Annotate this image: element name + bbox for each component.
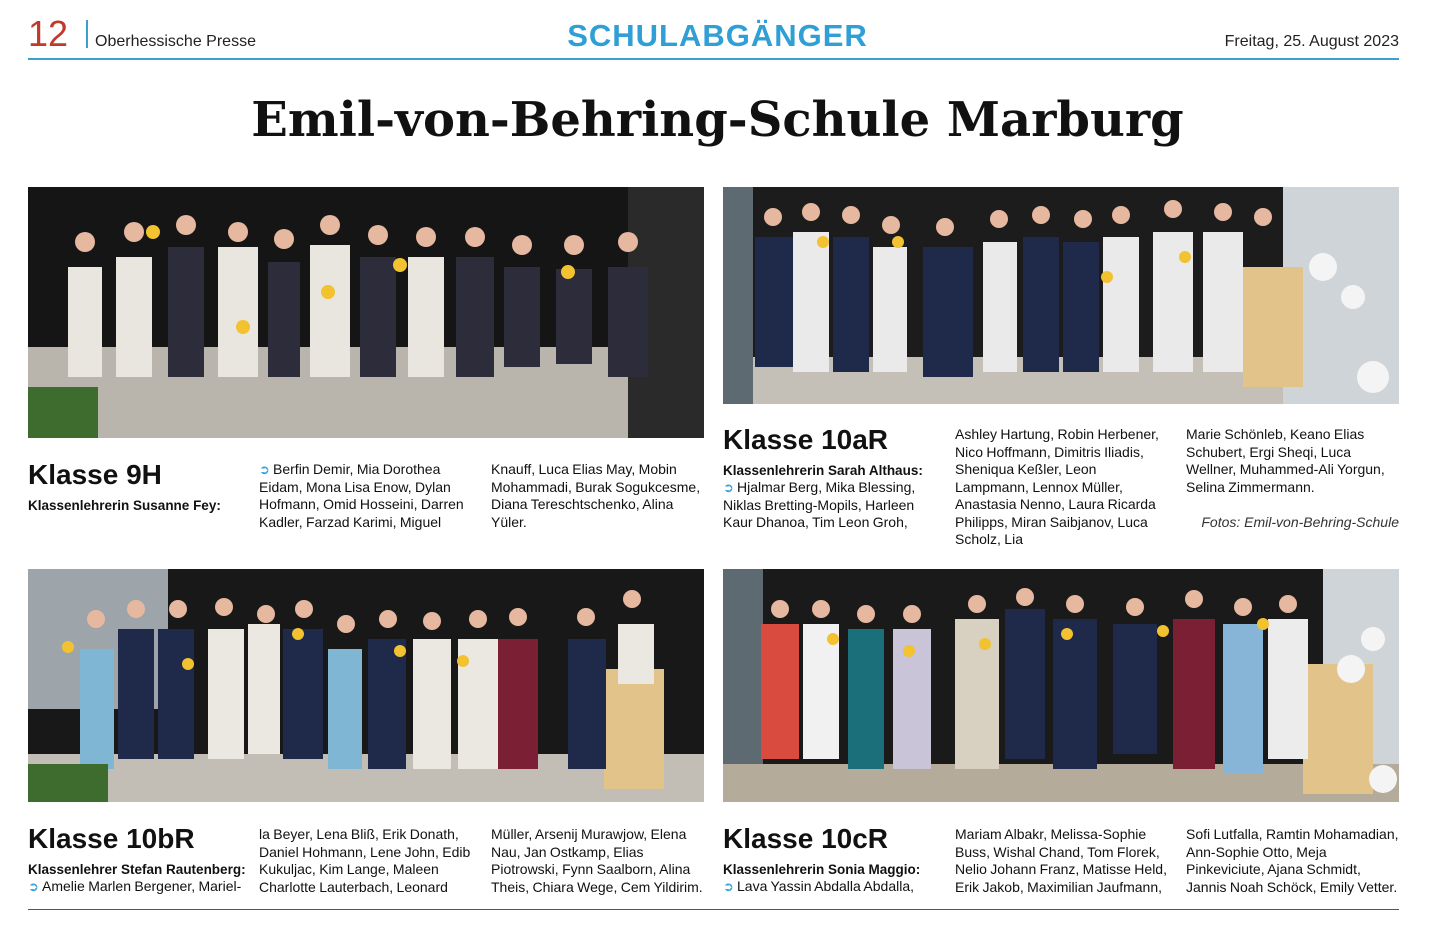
names-10cr-col3: Sofi Lutfalla, Ramtin Mohamadian, Ann-Sophie Otto, Meja Pinkeviciute, Ajana Schmidt, Jannis Noah Schöck, Emily Vetter. bbox=[1186, 826, 1399, 895]
names-10br-col3: Müller, Arsenij Murawjow, Elena Nau, Jan Ostkamp, Elias Piotrowski, Fynn Saalborn, Alina Theis, Chiara Wege, Cem Yildirim. bbox=[491, 826, 703, 895]
class-photo-10ar bbox=[723, 187, 1399, 404]
arrow-circle-icon: ➲ bbox=[28, 879, 43, 894]
names-9h-col2: Knauff, Luca Elias May, Mobin Mohammadi, Burak Sogukcesme, Diana Tereschtschenko, Alina Yüler. bbox=[491, 461, 701, 530]
publication-name: Oberhessische Presse bbox=[95, 33, 256, 50]
class-photo-10cr bbox=[723, 569, 1399, 802]
names-text: Berfin Demir, Mia Dorothea Eidam, Mona Lisa Enow, Dylan Hofmann, Omid Hosseini, Darren Kadler, Farzad Karimi, Miguel bbox=[259, 461, 464, 530]
arrow-circle-icon: ➲ bbox=[723, 879, 738, 894]
class-teacher-10ar: Klassenlehrerin Sarah Althaus: bbox=[723, 463, 923, 478]
arrow-circle-icon: ➲ bbox=[259, 462, 274, 477]
class-teacher-10cr: Klassenlehrerin Sonia Maggio: bbox=[723, 862, 921, 877]
header-rule bbox=[28, 58, 1399, 60]
section-title: SCHULABGÄNGER bbox=[567, 18, 868, 53]
names-10cr-col2: Mariam Albakr, Melissa-Sophie Buss, Wishal Chand, Tom Florek, Nelio Johann Franz, Matisse Held, Erik Jakob, Maximilian Jaufmann, bbox=[955, 826, 1167, 895]
page-number: 12 bbox=[28, 13, 69, 54]
publication-date: Freitag, 25. August 2023 bbox=[1224, 33, 1399, 50]
names-text: Hjalmar Berg, Mika Blessing, Niklas Bretting-Mopils, Harleen Kaur Dhanoa, Tim Leon Groh, bbox=[723, 479, 916, 530]
names-10br-col2: la Beyer, Lena Bliß, Erik Donath, Daniel Hohmann, Lene John, Edib Kukuljac, Kim Lange, Maleen Charlotte Lauterbach, Leonard bbox=[259, 826, 471, 895]
names-10cr-col1 bbox=[723, 878, 937, 896]
names-10ar-col3: Marie Schönleb, Keano Elias Schubert, Ergi Sheqi, Luca Wellner, Muhammed-Ali Yorgun, Selina Zimmermann. bbox=[1186, 426, 1385, 495]
names-10br-col1 bbox=[28, 878, 250, 896]
class-photo-9h bbox=[28, 187, 704, 438]
arrow-circle-icon: ➲ bbox=[723, 480, 738, 495]
class-title-10cr: Klasse 10cR bbox=[723, 823, 889, 854]
names-text: Amelie Marlen Bergener, Mariel- bbox=[42, 878, 242, 894]
photo-credit: Fotos: Emil-von-Behring-Schule bbox=[1201, 514, 1399, 530]
class-teacher-9h: Klassenlehrerin Susanne Fey: bbox=[28, 498, 221, 513]
names-text: Lava Yassin Abdalla Abdalla, bbox=[737, 878, 915, 894]
class-teacher-10br: Klassenlehrer Stefan Rautenberg: bbox=[28, 862, 246, 877]
names-10ar-col2: Ashley Hartung, Robin Herbener, Nico Hoffmann, Dimitris Iliadis, Sheniqua Keßler, Leon Lampmann, Lennox Müller, Anastasia Nenno, Laura Ricarda Philipps, Miran Saibjanov, Luca Scholz, Lia bbox=[955, 426, 1159, 547]
class-title-9h: Klasse 9H bbox=[28, 459, 162, 490]
bottom-rule bbox=[28, 909, 1399, 910]
class-photo-10br bbox=[28, 569, 704, 802]
class-title-10ar: Klasse 10aR bbox=[723, 424, 889, 455]
class-title-10br: Klasse 10bR bbox=[28, 823, 195, 854]
article-headline: Emil-von-Behring-Schule Marburg bbox=[251, 92, 1184, 148]
names-10ar-col1 bbox=[723, 479, 937, 532]
names-9h-col1 bbox=[259, 461, 475, 531]
